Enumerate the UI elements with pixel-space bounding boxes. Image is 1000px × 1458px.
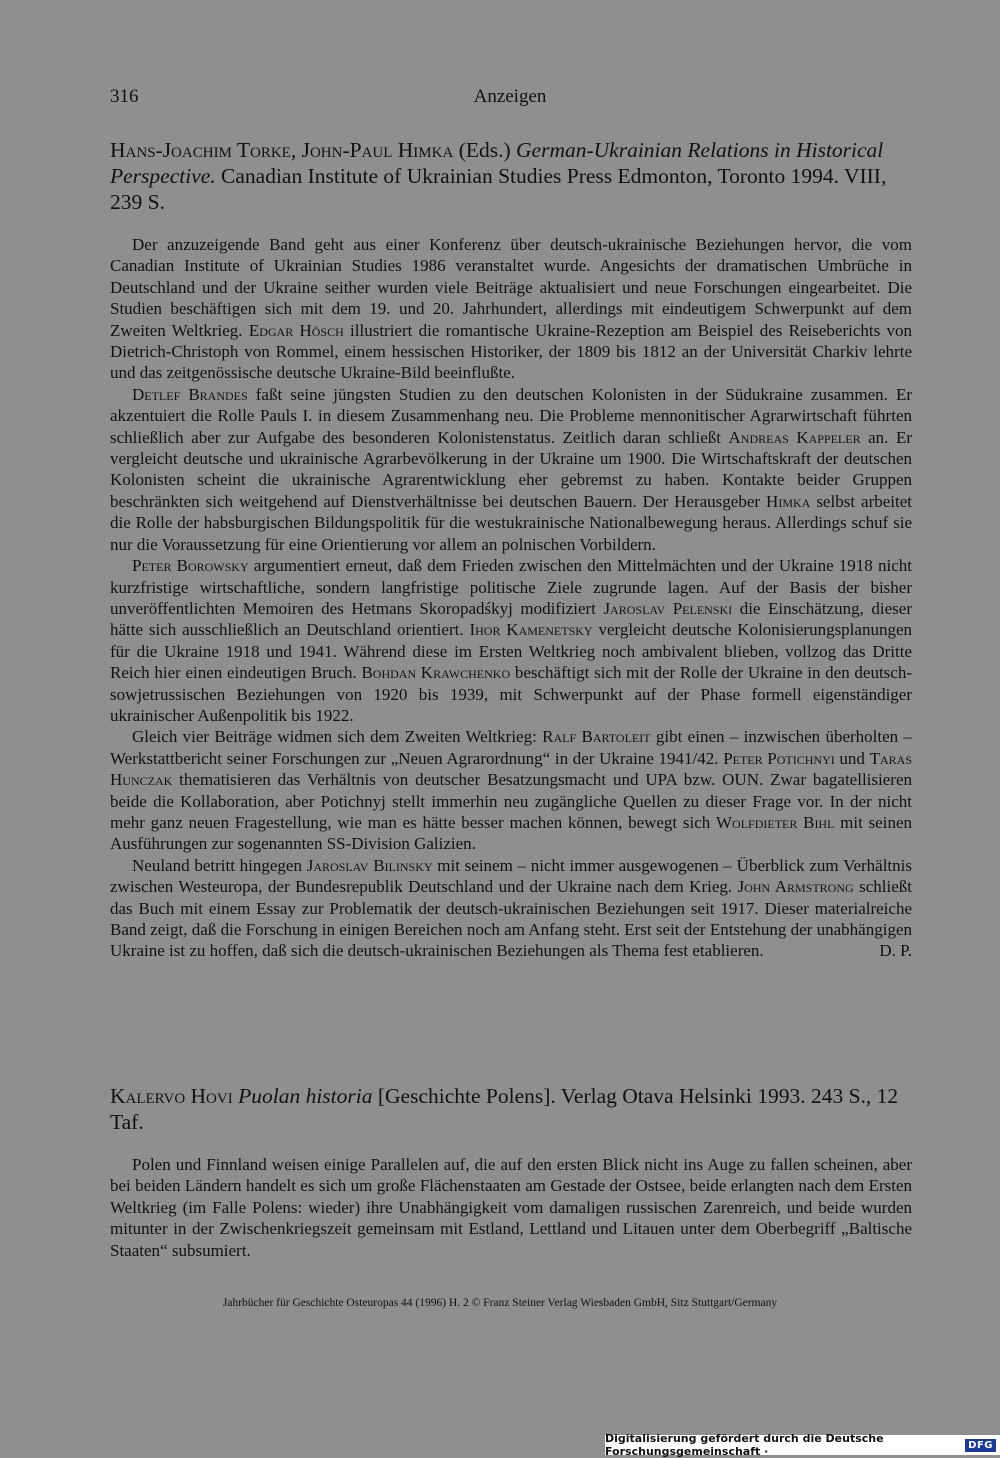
text-run: (Eds.) (453, 138, 517, 162)
text-run: an. Er vergleicht deutsche und ukrainische Agrarbevölkerung in der Ukraine um 1900. Die Wirtschaftskraft der deutschen Kolonisten scheint die ukrainische Agrarentwicklung eher gebremst zu haben. Kontakte beider Gruppen beschränkten sich weitgehend auf Dienstverhältnisse bei deutschen Bauern. Der Herausgeber (110, 427, 912, 511)
author-name: Detlef Brandes (132, 384, 248, 404)
review-paragraph (110, 234, 912, 384)
author-name: Peter Potichnyi (723, 748, 835, 768)
funding-text: Digitalisierung gefördert durch die Deutsche Forschungsgemeinschaft · (605, 1432, 884, 1458)
author-name: Hans-Joachim Torke, John-Paul Himka (110, 138, 454, 162)
review-title-torke (110, 137, 912, 215)
author-name: Jaroslav Bilinsky (306, 855, 433, 875)
author-name: Taras Hunczak (110, 748, 912, 790)
author-name: Kalervo Hovi (110, 1084, 233, 1108)
review-body-torke (110, 234, 912, 962)
author-name: Bohdan Krawchenko (361, 663, 511, 683)
dfg-logo: DFG (965, 1439, 996, 1452)
text-run: illustriert die romantische Ukraine-Rezeption am Beispiel des Reiseberichts von Dietrich-Christoph von Rommel, einem hessischen Historiker, der 1809 bis 1812 an der Universität Charkiv lehrte und das zeitgenössische deutsche Ukraine-Bild beeinflußte. (110, 320, 912, 383)
text-run: mit seinem – nicht immer ausgewogenen – Überblick zum Verhältnis zwischen Westeuropa, der Bundesrepublik Deutschland und der Ukraine nach dem Krieg. (110, 855, 912, 897)
page-header (110, 86, 910, 112)
text-run: Gleich vier Beiträge widmen sich dem Zweiten Weltkrieg: (132, 727, 543, 747)
text-run: argumentiert erneut, daß dem Frieden zwischen den Mittelmächten und der Ukraine 1918 nicht kurzfristige wirtschaftliche, sondern langfristige politische Ziele zugrunde lagen. Auf der Basis der bisher unveröffentlichten Memoiren des Hetmans Skoropadśkyj modifiziert (110, 556, 912, 618)
author-name: Peter Borowsky (132, 556, 249, 576)
book-title: Puolan historia (238, 1084, 373, 1108)
funding-banner (605, 1432, 1000, 1458)
text-run: Der anzuzeigende Band geht aus einer Konferenz über deutsch-ukrainische Beziehungen hervor, die vom Canadian Institute of Ukrainian Studies 1986 veranstaltet wurde. Angesichts der dramatischen Umbrüche in Deutschland und der Ukraine seither wurden viele Beiträge aktualisiert und neue Forschungen eingearbeitet. Die Studien beschäftigen sich mit dem 19. und 20. Jahrhundert, allerdings mit eindeutigem Schwerpunkt auf dem Zweiten Weltkrieg. (110, 235, 912, 340)
text-run: faßt seine jüngsten Studien zu den deutschen Kolonisten in der Südukraine zusammen. Er akzentuiert die Rolle Pauls I. in diesem Zusammenhang neu. Die Probleme mennonitischer Agrarwirtschaft führten schließlich aber zur Aufgabe des besonderen Kolonistenstatus. Zeitlich daran schließt (110, 384, 912, 447)
text-run: vergleicht deutsche Kolonisierungsplanungen für die Ukraine 1918 und 1941. Während diese im Ersten Weltkrieg noch ambivalent blieben, vollzog das Dritte Reich hier einen eindeutigen Bruch. (110, 620, 912, 683)
text-run: [Geschichte Polens]. Verlag Otava Helsinki 1993. 243 S., 12 Taf. (110, 1084, 899, 1134)
review-paragraph (110, 1154, 912, 1261)
review-paragraph (110, 555, 912, 726)
text-run: gibt einen – inzwischen überholten – Werkstattbericht seiner Forschungen zur „Neuen Agrarordnung“ in der Ukraine 1941/42. (110, 727, 913, 768)
author-name: Edgar Hösch (248, 320, 344, 340)
author-name: Ihor Kamenetsky (469, 620, 593, 640)
review-paragraph (110, 726, 912, 854)
review-paragraph (110, 384, 912, 555)
author-name: Ralf Bartoleit (542, 727, 651, 747)
author-name: Wolfdieter Bihl (716, 812, 835, 832)
text-run: Polen und Finnland weisen einige Parallelen auf, die auf den ersten Blick nicht ins Auge zu fallen scheinen, aber bei beiden Ländern handelt es sich um große Flächenstaaten am Gestade der Ostsee, beide erlangten nach dem Ersten Weltkrieg (im Falle Polens: wieder) ihre Unabhängigkeit vom damaligen russischen Zarenreich, und beide wurden mitunter in der Zwischenkriegszeit gemeinsam mit Estland, Lettland und Litauen unter dem Oberbegriff „Baltische Staaten“ subsumiert. (110, 1155, 912, 1260)
review-body-hovi (110, 1154, 912, 1261)
author-name: Jaroslav Pelenski (603, 598, 733, 618)
text-run: mit seinen Ausführungen zur sogenannten SS-Division Galizien. (110, 812, 912, 854)
page-number: 316 (110, 86, 139, 107)
journal-footer: Jahrbücher für Geschichte Osteuropas 44 (1996) H. 2 © Franz Steiner Verlag Wiesbaden GmbH, Sitz Stuttgart/Germany (222, 1297, 778, 1309)
text-run: und (834, 748, 870, 768)
author-name: Andreas Kappeler (728, 427, 861, 447)
text-run: die Einschätzung, dieser hätte sich ausschließlich an Deutschland orientiert. (110, 598, 912, 640)
text-run: thematisieren das Verhältnis von deutscher Besatzungsmacht und UPA bzw. OUN. Zwar bagatellisieren beide die Kollaboration, aber Potichnyj stellt immerhin neu zugängliche Quellen zu dieser Frage vor. In der nicht mehr ganz neuen Fragestellung, wie man es hätte besser machen können, bewegt sich (110, 770, 912, 832)
book-title: German-Ukrainian Relations in Historical Perspective. (110, 138, 884, 188)
running-head: Anzeigen (473, 86, 547, 107)
author-name: Himka (766, 491, 811, 511)
review-paragraph (110, 855, 912, 962)
reviewer-signature: D. P. (879, 941, 912, 961)
text-run: Neuland betritt hingegen (132, 855, 307, 875)
author-name: John Armstrong (737, 877, 854, 897)
text-run: Canadian Institute of Ukrainian Studies Press Edmonton, Toronto 1994. VIII, 239 S. (110, 164, 887, 214)
text-run: selbst arbeitet die Rolle der habsburgischen Bildungspolitik für die westukrainische Nationalbewegung heraus. Allerdings schuf sie nur die Voraussetzung für eine Orientierung vor allem an polnischen Vorbildern. (110, 491, 912, 554)
text-run: beschäftigt sich mit der Rolle der Ukraine in den deutsch-sowjetrussischen Beziehungen von 1920 bis 1939, mit Schwerpunkt auf der Phase formell eigenständiger ukrainischer Außenpolitik bis 1922. (110, 663, 913, 725)
review-title-hovi (110, 1083, 912, 1135)
text-run: schließt das Buch mit einem Essay zur Problematik der deutsch-ukrainischen Beziehungen seit 1917. Dieser materialreiche Band zeigt, daß die Forschung in einigen Bereichen noch am Anfang steht. Erst seit der Entstehung der unabhängigen Ukraine ist zu hoffen, daß sich die deutsch-ukrainischen Beziehungen als Thema fest etablieren. (110, 877, 912, 961)
